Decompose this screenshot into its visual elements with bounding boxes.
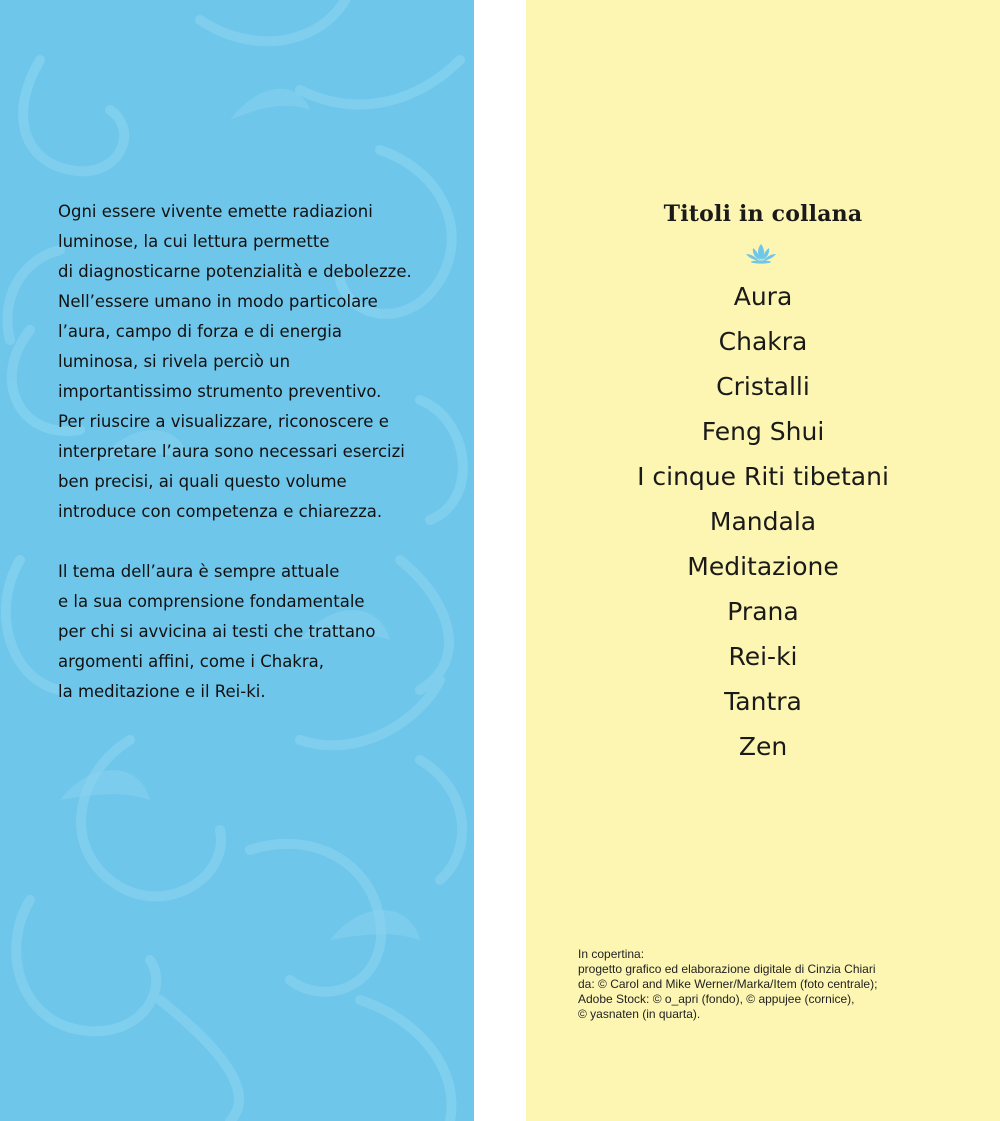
series-title-item: Chakra <box>718 327 808 356</box>
description-paragraph-2: Il tema dell’aura è sempre attuale e la sua comprensione fondamentale per chi si avvicina ai testi che trattano argomenti affini, come i Chakra, la meditazione e il Rei-ki. <box>58 562 376 701</box>
back-cover-description <box>58 197 458 737</box>
series-title-item: Feng Shui <box>701 417 825 446</box>
series-title-item: Mandala <box>709 507 817 536</box>
credits-line: In copertina: <box>578 947 645 961</box>
series-title-item: Prana <box>727 597 799 626</box>
series-title-item: Meditazione <box>687 552 839 581</box>
credits-line: progetto grafico ed elaborazione digitale di Cinzia Chiari <box>578 962 876 976</box>
lotus-icon <box>745 242 777 264</box>
series-title-item: Rei-ki <box>728 642 798 671</box>
cover-credits <box>578 947 988 1022</box>
series-title-item: I cinque Riti tibetani <box>637 462 889 491</box>
series-title-item: Aura <box>733 282 793 311</box>
series-title-item: Zen <box>738 732 788 761</box>
description-paragraph-1: Ogni essere vivente emette radiazioni luminose, la cui lettura permette di diagnosticarne potenzialità e debolezze. Nell’essere umano in modo particolare l’aura, campo di forza e di energia luminosa, si rivela perciò un importantissimo strumento preventivo. Per riuscire a visualizzare, riconoscere e interpretare l’aura sono necessari esercizi ben precisi, ai quali questo volume introduce con competenza e chiarezza. <box>58 202 412 521</box>
series-heading: Titoli in collana <box>663 201 863 227</box>
back-cover-panel <box>0 0 474 1121</box>
series-title-item: Tantra <box>724 687 802 716</box>
series-title-list <box>526 274 1000 769</box>
credits-line: da: © Carol and Mike Werner/Marka/Item (foto centrale); <box>578 977 878 991</box>
credits-line: Adobe Stock: © o_apri (fondo), © appujee (cornice), <box>578 992 855 1006</box>
series-title-item: Cristalli <box>716 372 810 401</box>
page-gutter <box>474 0 526 1121</box>
credits-line: © yasnaten (in quarta). <box>578 1007 701 1021</box>
